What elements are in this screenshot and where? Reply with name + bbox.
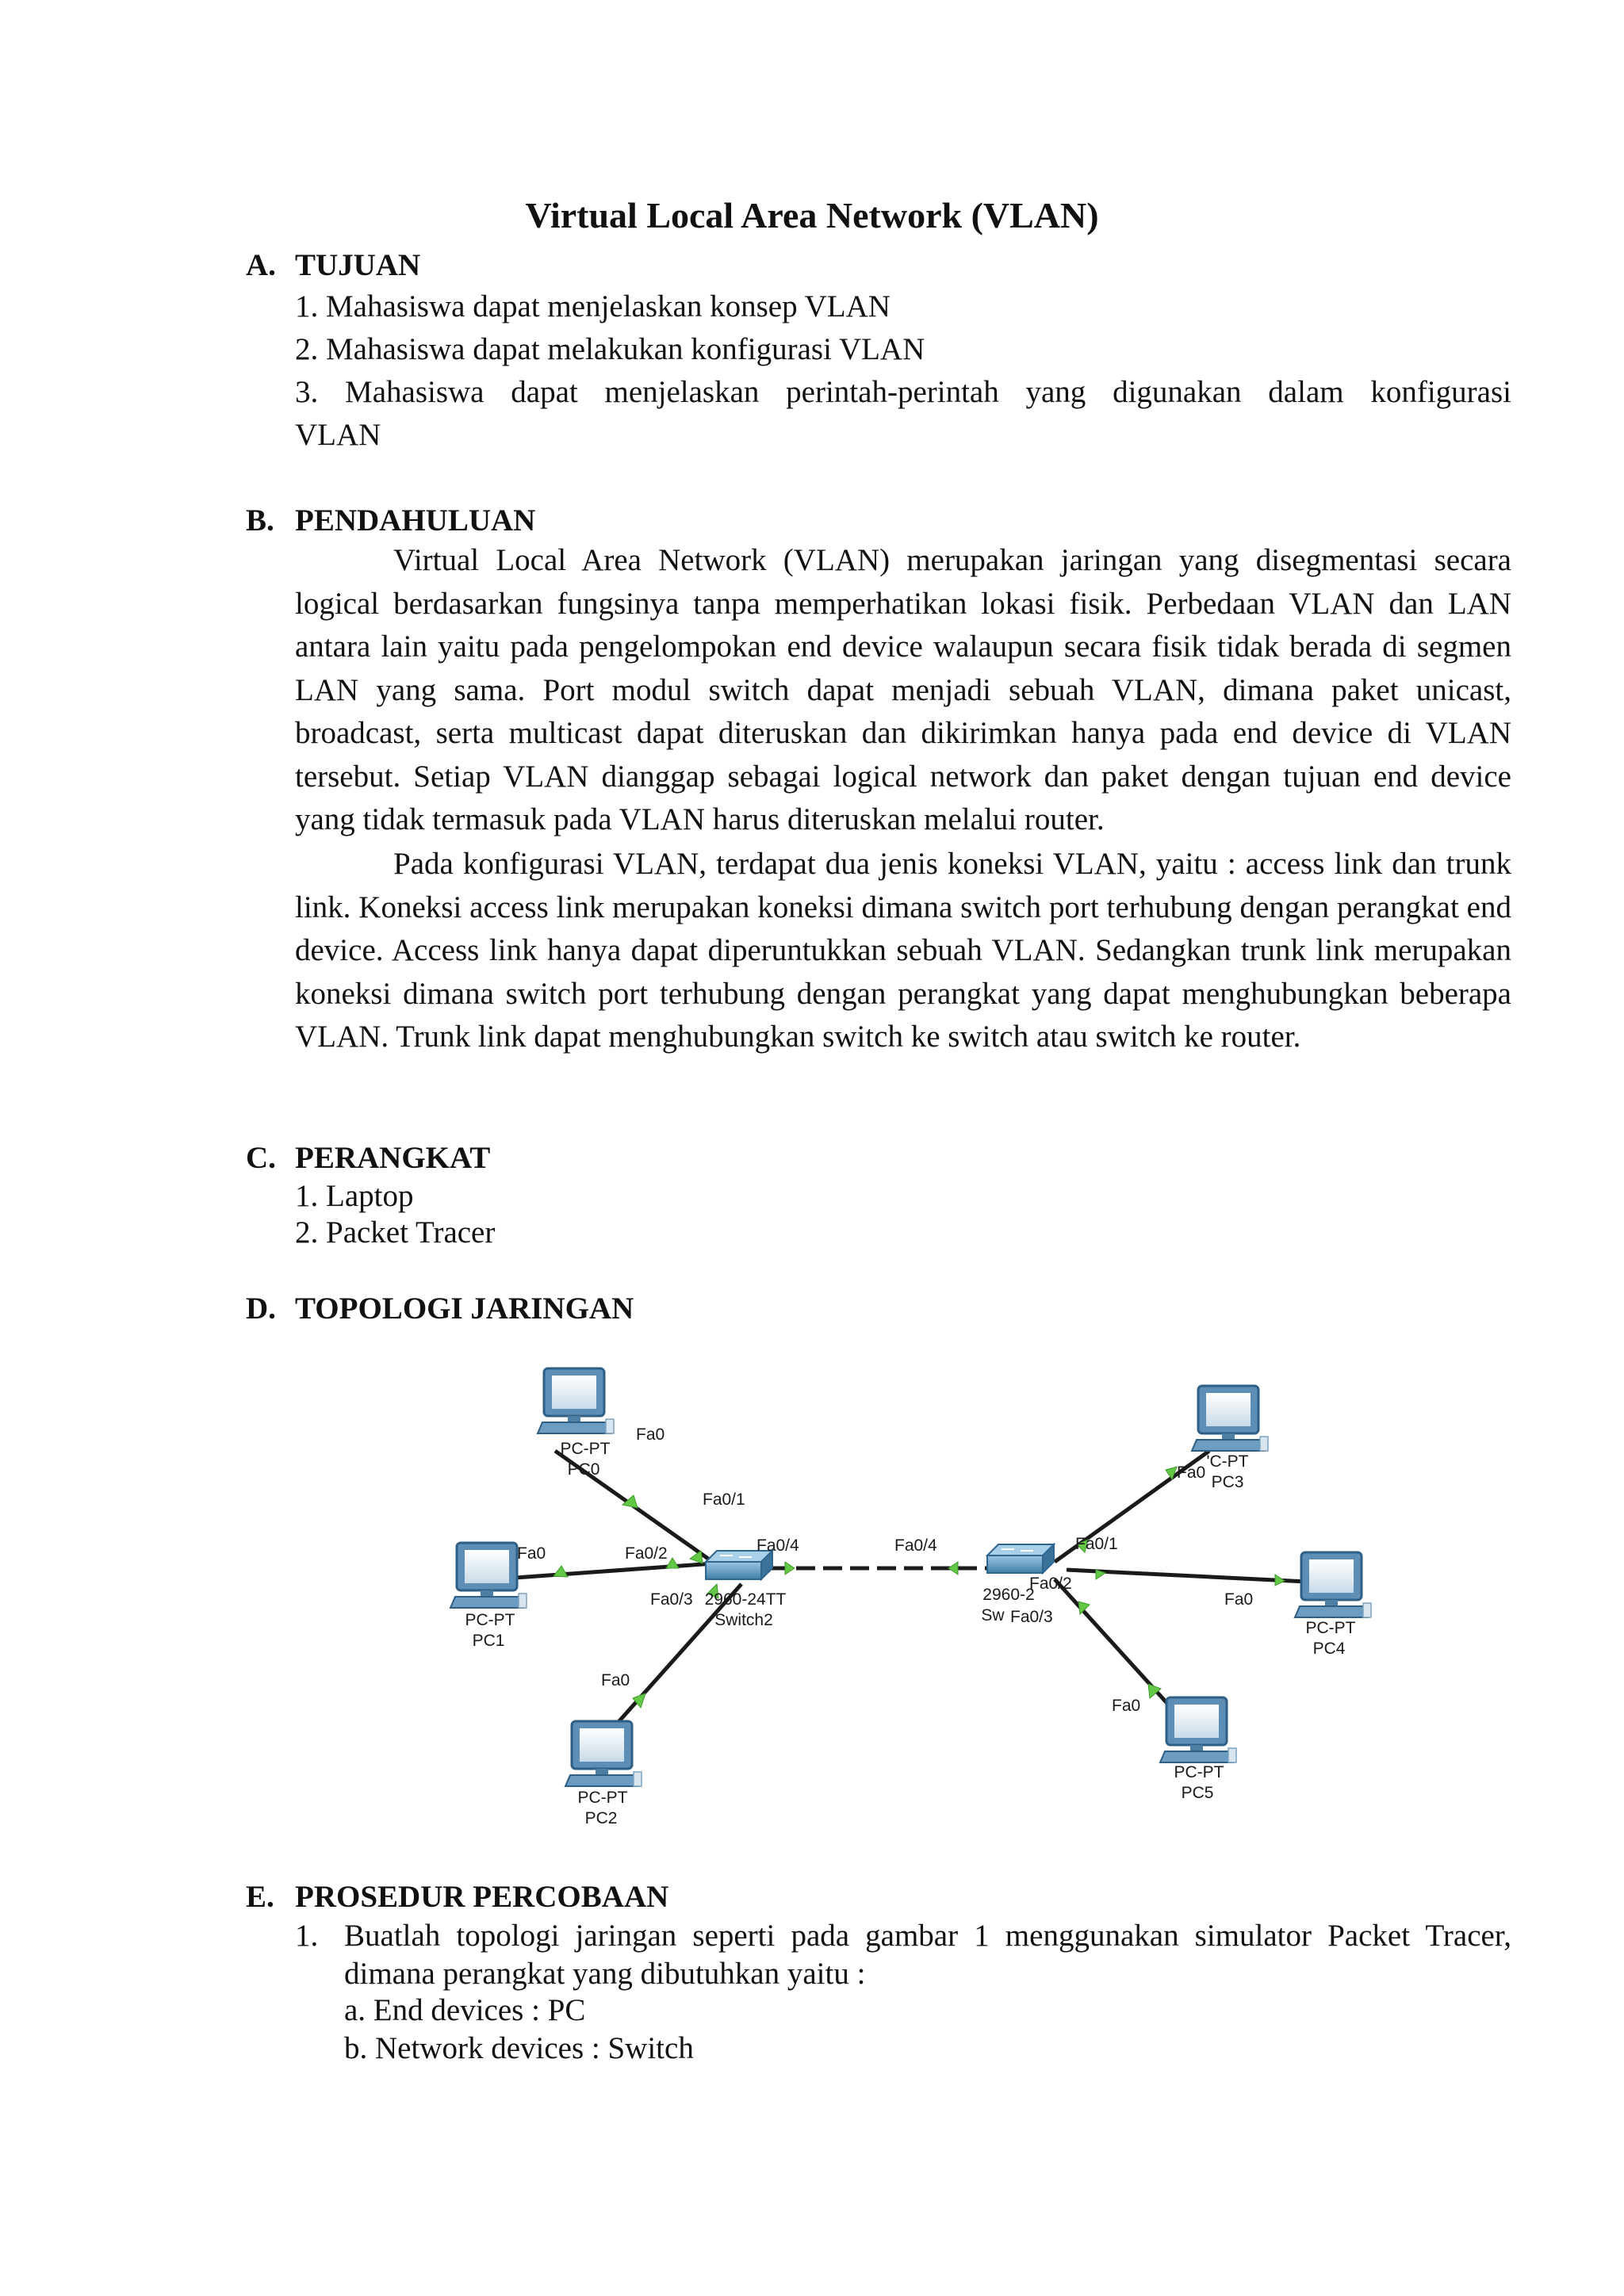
link-light-icon	[553, 1566, 568, 1577]
section-letter: B.	[246, 503, 274, 538]
port-label: Fa0/1	[1075, 1535, 1118, 1553]
port-label: Fa0	[601, 1671, 630, 1689]
port-label: Fa0/2	[1029, 1575, 1072, 1593]
paragraph-text: Pada konfigurasi VLAN, terdapat dua jenis koneksi VLAN, yaitu : access link dan trunk link. Koneksi access link merupakan koneksi dimana switch port terhubung dengan perangkat end device. Access link hanya dapat diperuntukkan sebuah VLAN. Sedangkan trunk link merupakan koneksi dimana switch port terhubung dengan perangkat yang dapat menghubungkan beberapa VLAN. Trunk link dapat menghubungkan switch ke switch atau switch ke router.	[295, 847, 1511, 1054]
port-label: Fa0	[636, 1425, 665, 1444]
pc1-type-label: PC-PT	[465, 1611, 515, 1629]
page-title: Virtual Local Area Network (VLAN)	[525, 195, 1099, 235]
pc5-name-label: PC5	[1181, 1784, 1214, 1802]
prosedur-sub-item: b. Network devices : Switch	[344, 2031, 694, 2065]
tujuan-item: 3. Mahasiswa dapat menjelaskan perintah-perintah yang digunakan dalam konfigurasi	[295, 375, 1511, 409]
paragraph-text: Virtual Local Area Network (VLAN) merupakan jaringan yang disegmentasi secara logical berdasarkan fungsinya tanpa memperhatikan lokasi fisik. Perbedaan VLAN dan LAN antara lain yaitu pada pengelompokan end device walaupun secara fisik tidak berada di segmen LAN yang sama. Port modul switch dapat menjadi sebuah VLAN, dimana paket unicast, broadcast, serta multicast dapat diteruskan dan dikirimkan hanya pada end device di VLAN tersebut. Setiap VLAN dianggap sebagai logical network dan paket dengan tujuan end device yang tidak termasuk pada VLAN harus diteruskan melalui router.	[295, 543, 1511, 836]
port-label: Fa0/2	[625, 1544, 668, 1563]
pc2-name-label: PC2	[584, 1809, 618, 1827]
port-label: Fa0/3	[650, 1590, 693, 1609]
section-letter: C.	[246, 1141, 276, 1175]
pc0-name-label: PC0	[567, 1460, 600, 1479]
link-light-icon	[785, 1562, 795, 1575]
section-title: TUJUAN	[295, 248, 421, 282]
section-heading-topologi	[246, 1289, 634, 1329]
pc2-type-label: PC-PT	[577, 1789, 628, 1807]
port-label: Fa0	[1224, 1590, 1254, 1609]
tujuan-item: 1. Mahasiswa dapat menjelaskan konsep VLAN	[295, 289, 891, 323]
pc2-icon[interactable]	[565, 1721, 642, 1786]
pc5-icon[interactable]	[1160, 1697, 1236, 1762]
link-switch1-pc4	[1067, 1570, 1307, 1582]
pc5-type-label: PC-PT	[1174, 1763, 1224, 1781]
prosedur-step	[295, 1917, 1511, 1993]
section-heading-perangkat	[246, 1138, 490, 1178]
section-title: PERANGKAT	[295, 1141, 491, 1175]
tujuan-item: 2. Mahasiswa dapat melakukan konfigurasi VLAN	[295, 332, 925, 366]
link-light-icon	[1275, 1575, 1285, 1586]
pc0-type-label: PC-PT	[560, 1440, 611, 1458]
section-letter: E.	[246, 1880, 274, 1914]
port-label: Fa0	[517, 1544, 546, 1563]
pendahuluan-paragraph-2	[295, 843, 1511, 1059]
perangkat-item: 2. Packet Tracer	[295, 1215, 496, 1249]
pc1-name-label: PC1	[472, 1632, 505, 1650]
port-label: Fa0/1	[703, 1490, 745, 1509]
pc3-name-label: PC3	[1211, 1473, 1244, 1491]
section-letter: D.	[246, 1292, 276, 1326]
pc3-type-label: 'C-PT	[1206, 1452, 1249, 1471]
switch2-name-label: Switch2	[714, 1611, 773, 1629]
section-title: PENDAHULUAN	[295, 503, 536, 538]
step-number: 1.	[295, 1919, 319, 1953]
link-light-icon	[948, 1562, 958, 1575]
section-title: TOPOLOGI JARINGAN	[295, 1292, 634, 1326]
tujuan-item: VLAN	[295, 418, 381, 452]
link-pc1-switch2	[515, 1563, 714, 1578]
section-heading-prosedur	[246, 1877, 668, 1917]
perangkat-item: 1. Laptop	[295, 1179, 414, 1213]
link-light-icon	[666, 1558, 679, 1568]
pc4-icon[interactable]	[1295, 1552, 1371, 1617]
pc0-icon[interactable]	[538, 1368, 614, 1433]
port-label: Fa0	[1177, 1464, 1206, 1482]
pc3-icon[interactable]	[1192, 1386, 1268, 1451]
prosedur-sub-item: a. End devices : PC	[344, 1993, 586, 2027]
port-label: Fa0/4	[756, 1536, 799, 1555]
port-label: Fa0/4	[894, 1536, 937, 1555]
pc4-name-label: PC4	[1312, 1640, 1346, 1658]
switch2-icon[interactable]	[706, 1551, 772, 1579]
section-letter: A.	[246, 248, 276, 282]
section-title: PROSEDUR PERCOBAAN	[295, 1880, 669, 1914]
pc1-icon[interactable]	[450, 1543, 527, 1608]
pendahuluan-paragraph-1	[295, 539, 1511, 842]
step-text: Buatlah topologi jaringan seperti pada gambar 1 menggunakan simulator Packet Tracer, dimana perangkat yang dibutuhkan yaitu :	[344, 1919, 1511, 1991]
section-heading-pendahuluan	[246, 501, 535, 541]
switch1-name-label: Sw	[981, 1606, 1005, 1624]
switch1-icon[interactable]	[987, 1544, 1054, 1573]
section-heading-tujuan	[246, 246, 420, 285]
port-label: Fa0/3	[1010, 1608, 1053, 1626]
port-label: Fa0	[1112, 1697, 1141, 1715]
switch1-model-label: 2960-2	[982, 1586, 1035, 1604]
network-topology-diagram	[428, 1348, 1380, 1855]
pc4-type-label: PC-PT	[1305, 1619, 1356, 1637]
switch2-model-label: 2960-24TT	[704, 1590, 787, 1609]
